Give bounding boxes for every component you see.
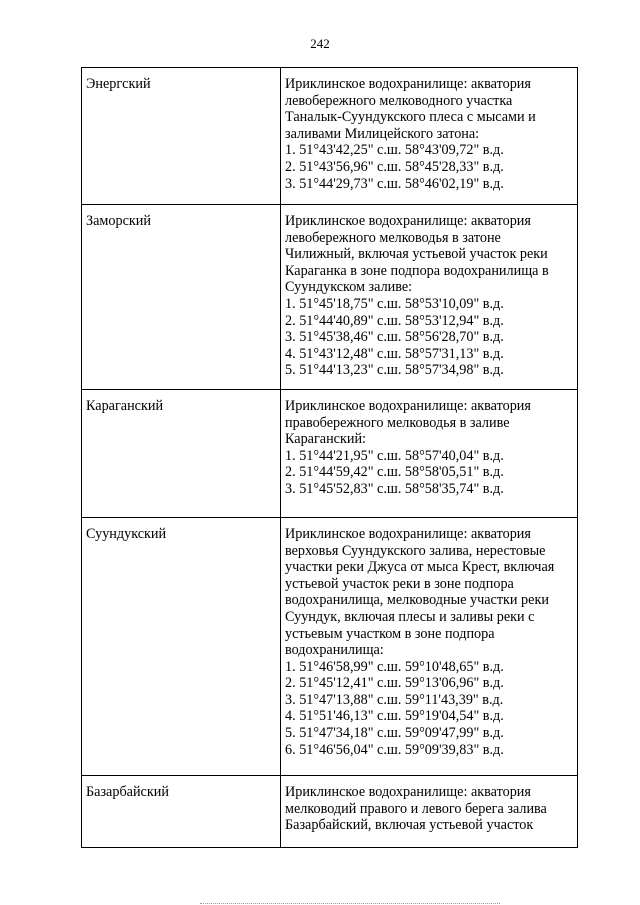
description-line: верховья Суундукского залива, нерестовые bbox=[285, 542, 546, 559]
description-line: Ириклинское водохранилище: акватория bbox=[285, 397, 531, 414]
area-description-cell bbox=[281, 205, 578, 390]
description-line: 2. 51°43'56,96" с.ш. 58°45'28,33" в.д. bbox=[285, 158, 504, 175]
description-line: 5. 51°47'34,18" с.ш. 59°09'47,99" в.д. bbox=[285, 725, 504, 742]
description-line: 2. 51°45'12,41" с.ш. 59°13'06,96" в.д. bbox=[285, 675, 504, 692]
area-description-cell bbox=[281, 389, 578, 517]
description-line: 4. 51°43'12,48" с.ш. 58°57'31,13" в.д. bbox=[285, 345, 504, 362]
area-description-cell bbox=[281, 517, 578, 775]
description-line: 1. 51°45'18,75" с.ш. 58°53'10,09" в.д. bbox=[285, 295, 504, 312]
description-line: заливами Милицейского затона: bbox=[285, 125, 480, 142]
description-line: 1. 51°43'42,25" с.ш. 58°43'09,72" в.д. bbox=[285, 142, 504, 159]
area-name-cell: Заморский bbox=[82, 205, 281, 390]
table-row bbox=[82, 205, 578, 390]
description-line: 3. 51°45'52,83" с.ш. 58°58'35,74" в.д. bbox=[285, 480, 504, 497]
description-line: устьевой участок реки в зоне подпора bbox=[285, 575, 514, 592]
description-line: 2. 51°44'59,42" с.ш. 58°58'05,51" в.д. bbox=[285, 464, 504, 481]
table-body bbox=[82, 68, 578, 848]
description-line: 6. 51°46'56,04" с.ш. 59°09'39,83" в.д. bbox=[285, 741, 504, 758]
table-row bbox=[82, 389, 578, 517]
description-line: левобережного мелководного участка bbox=[285, 92, 513, 109]
page-number: 242 bbox=[310, 36, 330, 51]
description-line: Чилижный, включая устьевой участок реки bbox=[285, 246, 548, 263]
description-line: Ириклинское водохранилище: акватория bbox=[285, 213, 531, 229]
description-line: 3. 51°47'13,88" с.ш. 59°11'43,39" в.д. bbox=[285, 691, 504, 708]
description-line: 1. 51°46'58,99" с.ш. 59°10'48,65" в.д. bbox=[285, 658, 504, 675]
description-line: Караганка в зоне подпора водохранилища в bbox=[285, 262, 549, 279]
description-line: Караганский: bbox=[285, 431, 366, 448]
description-line: Суундук, включая плесы и заливы реки с bbox=[285, 608, 535, 625]
description-line: водохранилища: bbox=[285, 642, 384, 659]
description-line: Базарбайский, включая устьевой участок bbox=[285, 817, 534, 834]
description-line: Суундукском заливе: bbox=[285, 279, 413, 296]
table-row bbox=[82, 68, 578, 205]
description-line: 2. 51°44'40,89" с.ш. 58°53'12,94" в.д. bbox=[285, 312, 504, 329]
description-line: 3. 51°45'38,46" с.ш. 58°56'28,70" в.д. bbox=[285, 329, 504, 346]
area-name-cell: Суундукский bbox=[82, 517, 281, 775]
description-line: Ириклинское водохранилище: акватория bbox=[285, 525, 531, 542]
description-line: Таналык-Суундукского плеса с мысами и bbox=[285, 109, 536, 126]
area-name-cell: Энергский bbox=[82, 68, 281, 205]
description-line: 3. 51°44'29,73" с.ш. 58°46'02,19" в.д. bbox=[285, 175, 504, 192]
description-line: правобережного мелководья в заливе bbox=[285, 414, 510, 431]
area-description-cell bbox=[281, 775, 578, 847]
description-line: водохранилища, мелководные участки реки bbox=[285, 592, 549, 609]
description-line: 5. 51°44'13,23" с.ш. 58°57'34,98" в.д. bbox=[285, 362, 504, 379]
area-name-cell: Караганский bbox=[82, 389, 281, 517]
area-description-cell bbox=[281, 68, 578, 205]
description-line: Ириклинское водохранилище: акватория bbox=[285, 76, 531, 92]
description-line: 1. 51°44'21,95" с.ш. 58°57'40,04" в.д. bbox=[285, 447, 504, 464]
description-line: левобережного мелководья в затоне bbox=[285, 229, 501, 246]
description-line: участки реки Джуса от мыса Крест, включая bbox=[285, 559, 555, 576]
fishing-areas-table bbox=[81, 67, 578, 848]
description-line: Ириклинское водохранилище: акватория bbox=[285, 783, 531, 800]
description-line: 4. 51°51'46,13" с.ш. 59°19'04,54" в.д. bbox=[285, 708, 504, 725]
table-row bbox=[82, 775, 578, 847]
description-line: устьевым участком в зоне подпора bbox=[285, 625, 495, 642]
table-row bbox=[82, 517, 578, 775]
description-line: мелководий правого и левого берега залива bbox=[285, 800, 547, 817]
area-name-cell: Базарбайский bbox=[82, 775, 281, 847]
